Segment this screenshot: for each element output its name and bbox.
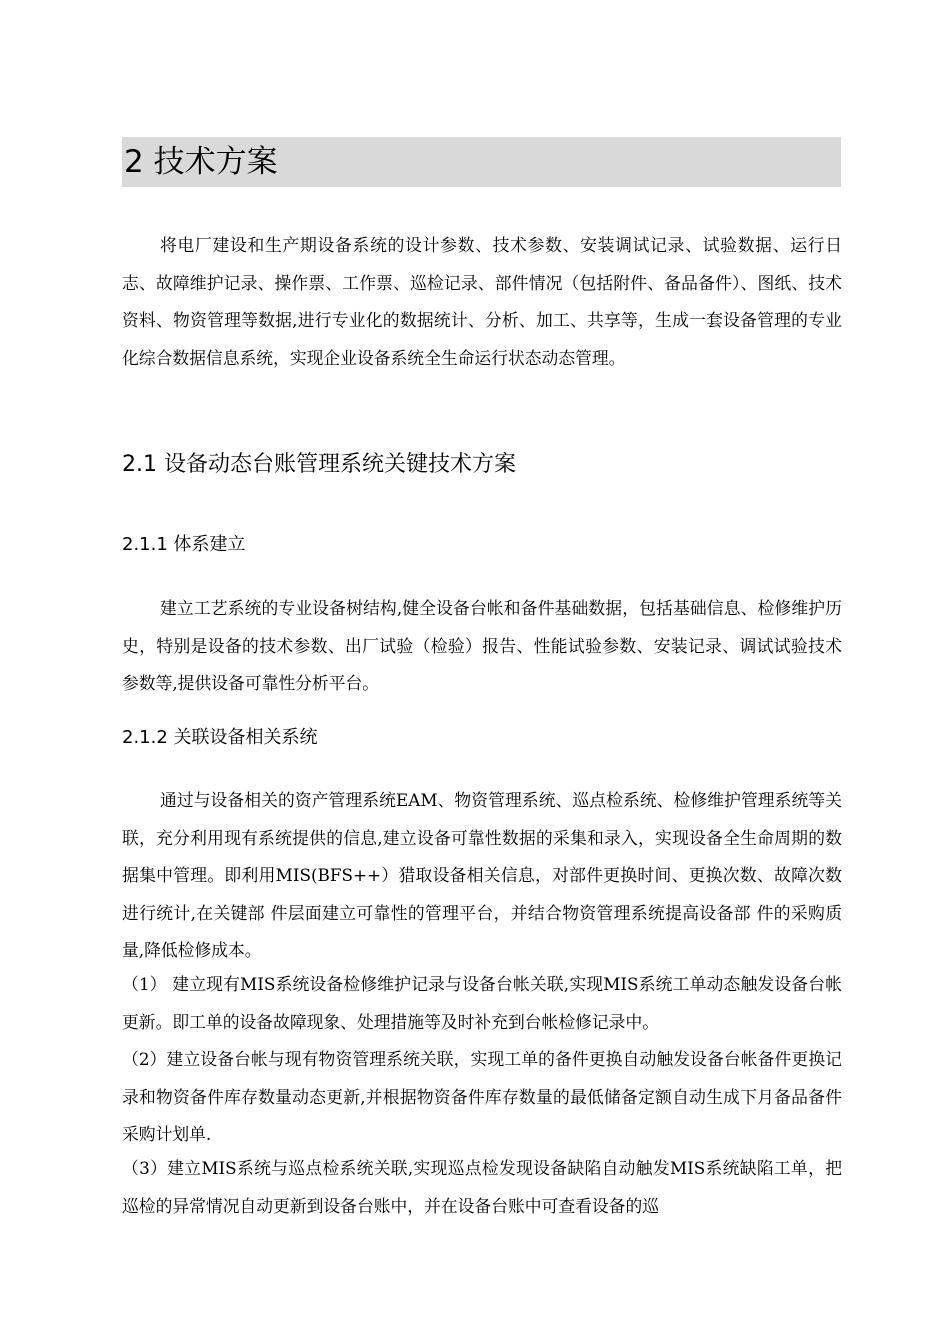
chapter-heading: 2 技术方案 [122,137,841,187]
subsection-heading-2-1-2: 2.1.2 关联设备相关系统 [122,727,318,748]
subsection-2-1-2-paragraph: 通过与设备相关的资产管理系统EAM、物资管理系统、巡点检系统、检修维护管理系统等关联，充分利用现有系统提供的信息,建立设备可靠性数据的采集和录入，实现设备全生命周期的数据集中管理。即利用MIS(BFS++）猎取设备相关信息，对部件更换时间、更换次数、故障次数进行统计,在关键部 件层面建立可靠性的管理平台，并结合物资管理系统提高设备部 件的采购质量,降低检修成本。 [122,790,842,960]
list-item: （3）建立MIS系统与巡点检系统关联,实现巡点检发现设备缺陷自动触发MIS系统缺陷工单，把巡检的异常情况自动更新到设备台账中，并在设备台账中可查看设备的巡 [122,1158,842,1216]
section-heading-2-1: 2.1 设备动态台账管理系统关键技术方案 [122,452,516,477]
list-item: （2）建立设备台帐与现有物资管理系统关联，实现工单的备件更换自动触发设备台帐备件更换记录和物资备件库存数量动态更新,并根据物资备件库存数量的最低储备定额自动生成下月备品备件采购计划单. [122,1049,842,1144]
subsection-2-1-1-paragraph: 建立工艺系统的专业设备树结构,健全设备台帐和备件基础数据，包括基础信息、检修维护历史，特别是设备的技术参数、出厂试验（检验）报告、性能试验参数、安装记录、调试试验技术参数等,提供设备可靠性分析平台。 [122,598,842,693]
intro-paragraph: 将电厂建设和生产期设备系统的设计参数、技术参数、安装调试记录、试验数据、运行日志、故障维护记录、操作票、工作票、巡检记录、部件情况（包括附件、备品备件）、图纸、技术资料、物资管理等数据,进行专业化的数据统计、分析、加工、共享等，生成一套设备管理的专业化综合数据信息系统，实现企业设备系统全生命运行状态动态管理。 [122,235,842,368]
list-item: （1） 建立现有MIS系统设备检修维护记录与设备台帐关联,实现MIS系统工单动态触发设备台帐更新。即工单的设备故障现象、处理措施等及时补充到台帐检修记录中。 [122,974,842,1032]
subsection-heading-2-1-1: 2.1.1 体系建立 [122,534,246,555]
